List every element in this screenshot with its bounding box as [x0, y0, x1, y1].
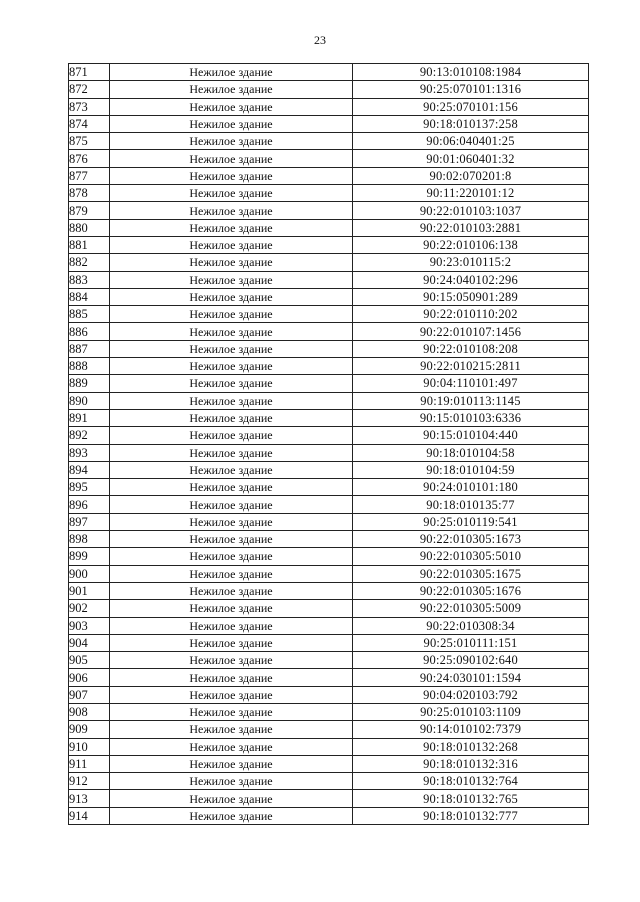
cadastral-number: 90:06:040401:25 — [353, 133, 589, 150]
table-row — [69, 375, 589, 392]
row-number: 874 — [69, 115, 110, 132]
object-type: Нежилое здание — [110, 358, 353, 375]
cadastral-number: 90:13:010108:1984 — [353, 64, 589, 81]
table-row — [69, 358, 589, 375]
table-row — [69, 427, 589, 444]
table-row — [69, 81, 589, 98]
row-number: 913 — [69, 790, 110, 807]
table-row — [69, 669, 589, 686]
table-row — [69, 323, 589, 340]
cadastral-number: 90:18:010104:59 — [353, 461, 589, 478]
cadastral-number: 90:22:010305:5010 — [353, 548, 589, 565]
object-type: Нежилое здание — [110, 427, 353, 444]
table-row — [69, 773, 589, 790]
row-number: 897 — [69, 513, 110, 530]
page-number: 23 — [314, 33, 326, 47]
row-number: 881 — [69, 236, 110, 253]
cadastral-number: 90:23:010115:2 — [353, 254, 589, 271]
table-row — [69, 167, 589, 184]
table-row — [69, 340, 589, 357]
cadastral-number: 90:24:030101:1594 — [353, 669, 589, 686]
row-number: 902 — [69, 600, 110, 617]
row-number: 880 — [69, 219, 110, 236]
table-row — [69, 652, 589, 669]
cadastral-number: 90:24:010101:180 — [353, 479, 589, 496]
row-number: 896 — [69, 496, 110, 513]
table-row — [69, 600, 589, 617]
table-row — [69, 236, 589, 253]
row-number: 886 — [69, 323, 110, 340]
object-type: Нежилое здание — [110, 652, 353, 669]
property-table — [68, 63, 589, 825]
row-number: 873 — [69, 98, 110, 115]
object-type: Нежилое здание — [110, 582, 353, 599]
row-number: 877 — [69, 167, 110, 184]
property-table-body — [69, 64, 589, 825]
row-number: 907 — [69, 686, 110, 703]
cadastral-number: 90:18:010132:316 — [353, 755, 589, 772]
table-row — [69, 461, 589, 478]
table-row — [69, 133, 589, 150]
row-number: 888 — [69, 358, 110, 375]
row-number: 878 — [69, 185, 110, 202]
object-type: Нежилое здание — [110, 64, 353, 81]
table-row — [69, 548, 589, 565]
row-number: 885 — [69, 306, 110, 323]
object-type: Нежилое здание — [110, 167, 353, 184]
cadastral-number: 90:18:010132:764 — [353, 773, 589, 790]
table-row — [69, 807, 589, 824]
cadastral-number: 90:25:070101:1316 — [353, 81, 589, 98]
object-type: Нежилое здание — [110, 219, 353, 236]
row-number: 912 — [69, 773, 110, 790]
object-type: Нежилое здание — [110, 617, 353, 634]
row-number: 872 — [69, 81, 110, 98]
table-row — [69, 219, 589, 236]
table-row — [69, 738, 589, 755]
cadastral-number: 90:22:010215:2811 — [353, 358, 589, 375]
object-type: Нежилое здание — [110, 288, 353, 305]
object-type: Нежилое здание — [110, 340, 353, 357]
row-number: 899 — [69, 548, 110, 565]
object-type: Нежилое здание — [110, 185, 353, 202]
object-type: Нежилое здание — [110, 600, 353, 617]
object-type: Нежилое здание — [110, 392, 353, 409]
table-row — [69, 790, 589, 807]
table-row — [69, 617, 589, 634]
row-number: 895 — [69, 479, 110, 496]
row-number: 890 — [69, 392, 110, 409]
table-row — [69, 634, 589, 651]
cadastral-number: 90:04:020103:792 — [353, 686, 589, 703]
row-number: 889 — [69, 375, 110, 392]
row-number: 909 — [69, 721, 110, 738]
object-type: Нежилое здание — [110, 202, 353, 219]
object-type: Нежилое здание — [110, 271, 353, 288]
cadastral-number: 90:18:010135:77 — [353, 496, 589, 513]
object-type: Нежилое здание — [110, 98, 353, 115]
table-row — [69, 409, 589, 426]
row-number: 892 — [69, 427, 110, 444]
cadastral-number: 90:02:070201:8 — [353, 167, 589, 184]
table-row — [69, 254, 589, 271]
cadastral-number: 90:15:050901:289 — [353, 288, 589, 305]
object-type: Нежилое здание — [110, 738, 353, 755]
object-type: Нежилое здание — [110, 548, 353, 565]
row-number: 884 — [69, 288, 110, 305]
object-type: Нежилое здание — [110, 115, 353, 132]
table-row — [69, 98, 589, 115]
object-type: Нежилое здание — [110, 721, 353, 738]
table-row — [69, 392, 589, 409]
row-number: 876 — [69, 150, 110, 167]
cadastral-number: 90:22:010305:5009 — [353, 600, 589, 617]
table-row — [69, 703, 589, 720]
row-number: 871 — [69, 64, 110, 81]
table-row — [69, 64, 589, 81]
row-number: 900 — [69, 565, 110, 582]
cadastral-number: 90:19:010113:1145 — [353, 392, 589, 409]
cadastral-number: 90:25:010119:541 — [353, 513, 589, 530]
cadastral-number: 90:15:010103:6336 — [353, 409, 589, 426]
row-number: 883 — [69, 271, 110, 288]
cadastral-number: 90:25:010103:1109 — [353, 703, 589, 720]
cadastral-number: 90:14:010102:7379 — [353, 721, 589, 738]
cadastral-number: 90:18:010104:58 — [353, 444, 589, 461]
object-type: Нежилое здание — [110, 236, 353, 253]
table-row — [69, 496, 589, 513]
table-row — [69, 444, 589, 461]
object-type: Нежилое здание — [110, 513, 353, 530]
row-number: 904 — [69, 634, 110, 651]
table-row — [69, 531, 589, 548]
cadastral-number: 90:15:010104:440 — [353, 427, 589, 444]
row-number: 903 — [69, 617, 110, 634]
object-type: Нежилое здание — [110, 531, 353, 548]
table-row — [69, 150, 589, 167]
cadastral-number: 90:24:040102:296 — [353, 271, 589, 288]
cadastral-number: 90:22:010305:1676 — [353, 582, 589, 599]
object-type: Нежилое здание — [110, 565, 353, 582]
object-type: Нежилое здание — [110, 444, 353, 461]
table-row — [69, 306, 589, 323]
object-type: Нежилое здание — [110, 496, 353, 513]
table-row — [69, 115, 589, 132]
object-type: Нежилое здание — [110, 461, 353, 478]
cadastral-number: 90:22:010103:1037 — [353, 202, 589, 219]
object-type: Нежилое здание — [110, 479, 353, 496]
object-type: Нежилое здание — [110, 375, 353, 392]
object-type: Нежилое здание — [110, 133, 353, 150]
object-type: Нежилое здание — [110, 703, 353, 720]
cadastral-number: 90:18:010132:268 — [353, 738, 589, 755]
cadastral-number: 90:22:010106:138 — [353, 236, 589, 253]
row-number: 910 — [69, 738, 110, 755]
cadastral-number: 90:22:010103:2881 — [353, 219, 589, 236]
cadastral-number: 90:11:220101:12 — [353, 185, 589, 202]
table-row — [69, 582, 589, 599]
cadastral-number: 90:22:010107:1456 — [353, 323, 589, 340]
row-number: 908 — [69, 703, 110, 720]
row-number: 906 — [69, 669, 110, 686]
cadastral-number: 90:18:010132:765 — [353, 790, 589, 807]
cadastral-number: 90:01:060401:32 — [353, 150, 589, 167]
row-number: 911 — [69, 755, 110, 772]
row-number: 914 — [69, 807, 110, 824]
row-number: 891 — [69, 409, 110, 426]
object-type: Нежилое здание — [110, 81, 353, 98]
row-number: 887 — [69, 340, 110, 357]
cadastral-number: 90:22:010110:202 — [353, 306, 589, 323]
table-row — [69, 202, 589, 219]
cadastral-number: 90:25:010111:151 — [353, 634, 589, 651]
cadastral-number: 90:22:010308:34 — [353, 617, 589, 634]
object-type: Нежилое здание — [110, 323, 353, 340]
table-row — [69, 565, 589, 582]
row-number: 893 — [69, 444, 110, 461]
object-type: Нежилое здание — [110, 773, 353, 790]
table-row — [69, 755, 589, 772]
object-type: Нежилое здание — [110, 409, 353, 426]
table-row — [69, 479, 589, 496]
object-type: Нежилое здание — [110, 669, 353, 686]
cadastral-number: 90:25:090102:640 — [353, 652, 589, 669]
row-number: 882 — [69, 254, 110, 271]
row-number: 905 — [69, 652, 110, 669]
object-type: Нежилое здание — [110, 790, 353, 807]
object-type: Нежилое здание — [110, 807, 353, 824]
row-number: 898 — [69, 531, 110, 548]
row-number: 879 — [69, 202, 110, 219]
cadastral-number: 90:22:010305:1673 — [353, 531, 589, 548]
cadastral-number: 90:18:010132:777 — [353, 807, 589, 824]
object-type: Нежилое здание — [110, 686, 353, 703]
table-row — [69, 686, 589, 703]
object-type: Нежилое здание — [110, 254, 353, 271]
object-type: Нежилое здание — [110, 634, 353, 651]
table-row — [69, 271, 589, 288]
object-type: Нежилое здание — [110, 150, 353, 167]
cadastral-number: 90:22:010305:1675 — [353, 565, 589, 582]
row-number: 875 — [69, 133, 110, 150]
cadastral-number: 90:25:070101:156 — [353, 98, 589, 115]
object-type: Нежилое здание — [110, 755, 353, 772]
table-row — [69, 288, 589, 305]
row-number: 901 — [69, 582, 110, 599]
cadastral-number: 90:22:010108:208 — [353, 340, 589, 357]
cadastral-number: 90:04:110101:497 — [353, 375, 589, 392]
cadastral-number: 90:18:010137:258 — [353, 115, 589, 132]
table-row — [69, 513, 589, 530]
row-number: 894 — [69, 461, 110, 478]
object-type: Нежилое здание — [110, 306, 353, 323]
table-row — [69, 721, 589, 738]
table-row — [69, 185, 589, 202]
